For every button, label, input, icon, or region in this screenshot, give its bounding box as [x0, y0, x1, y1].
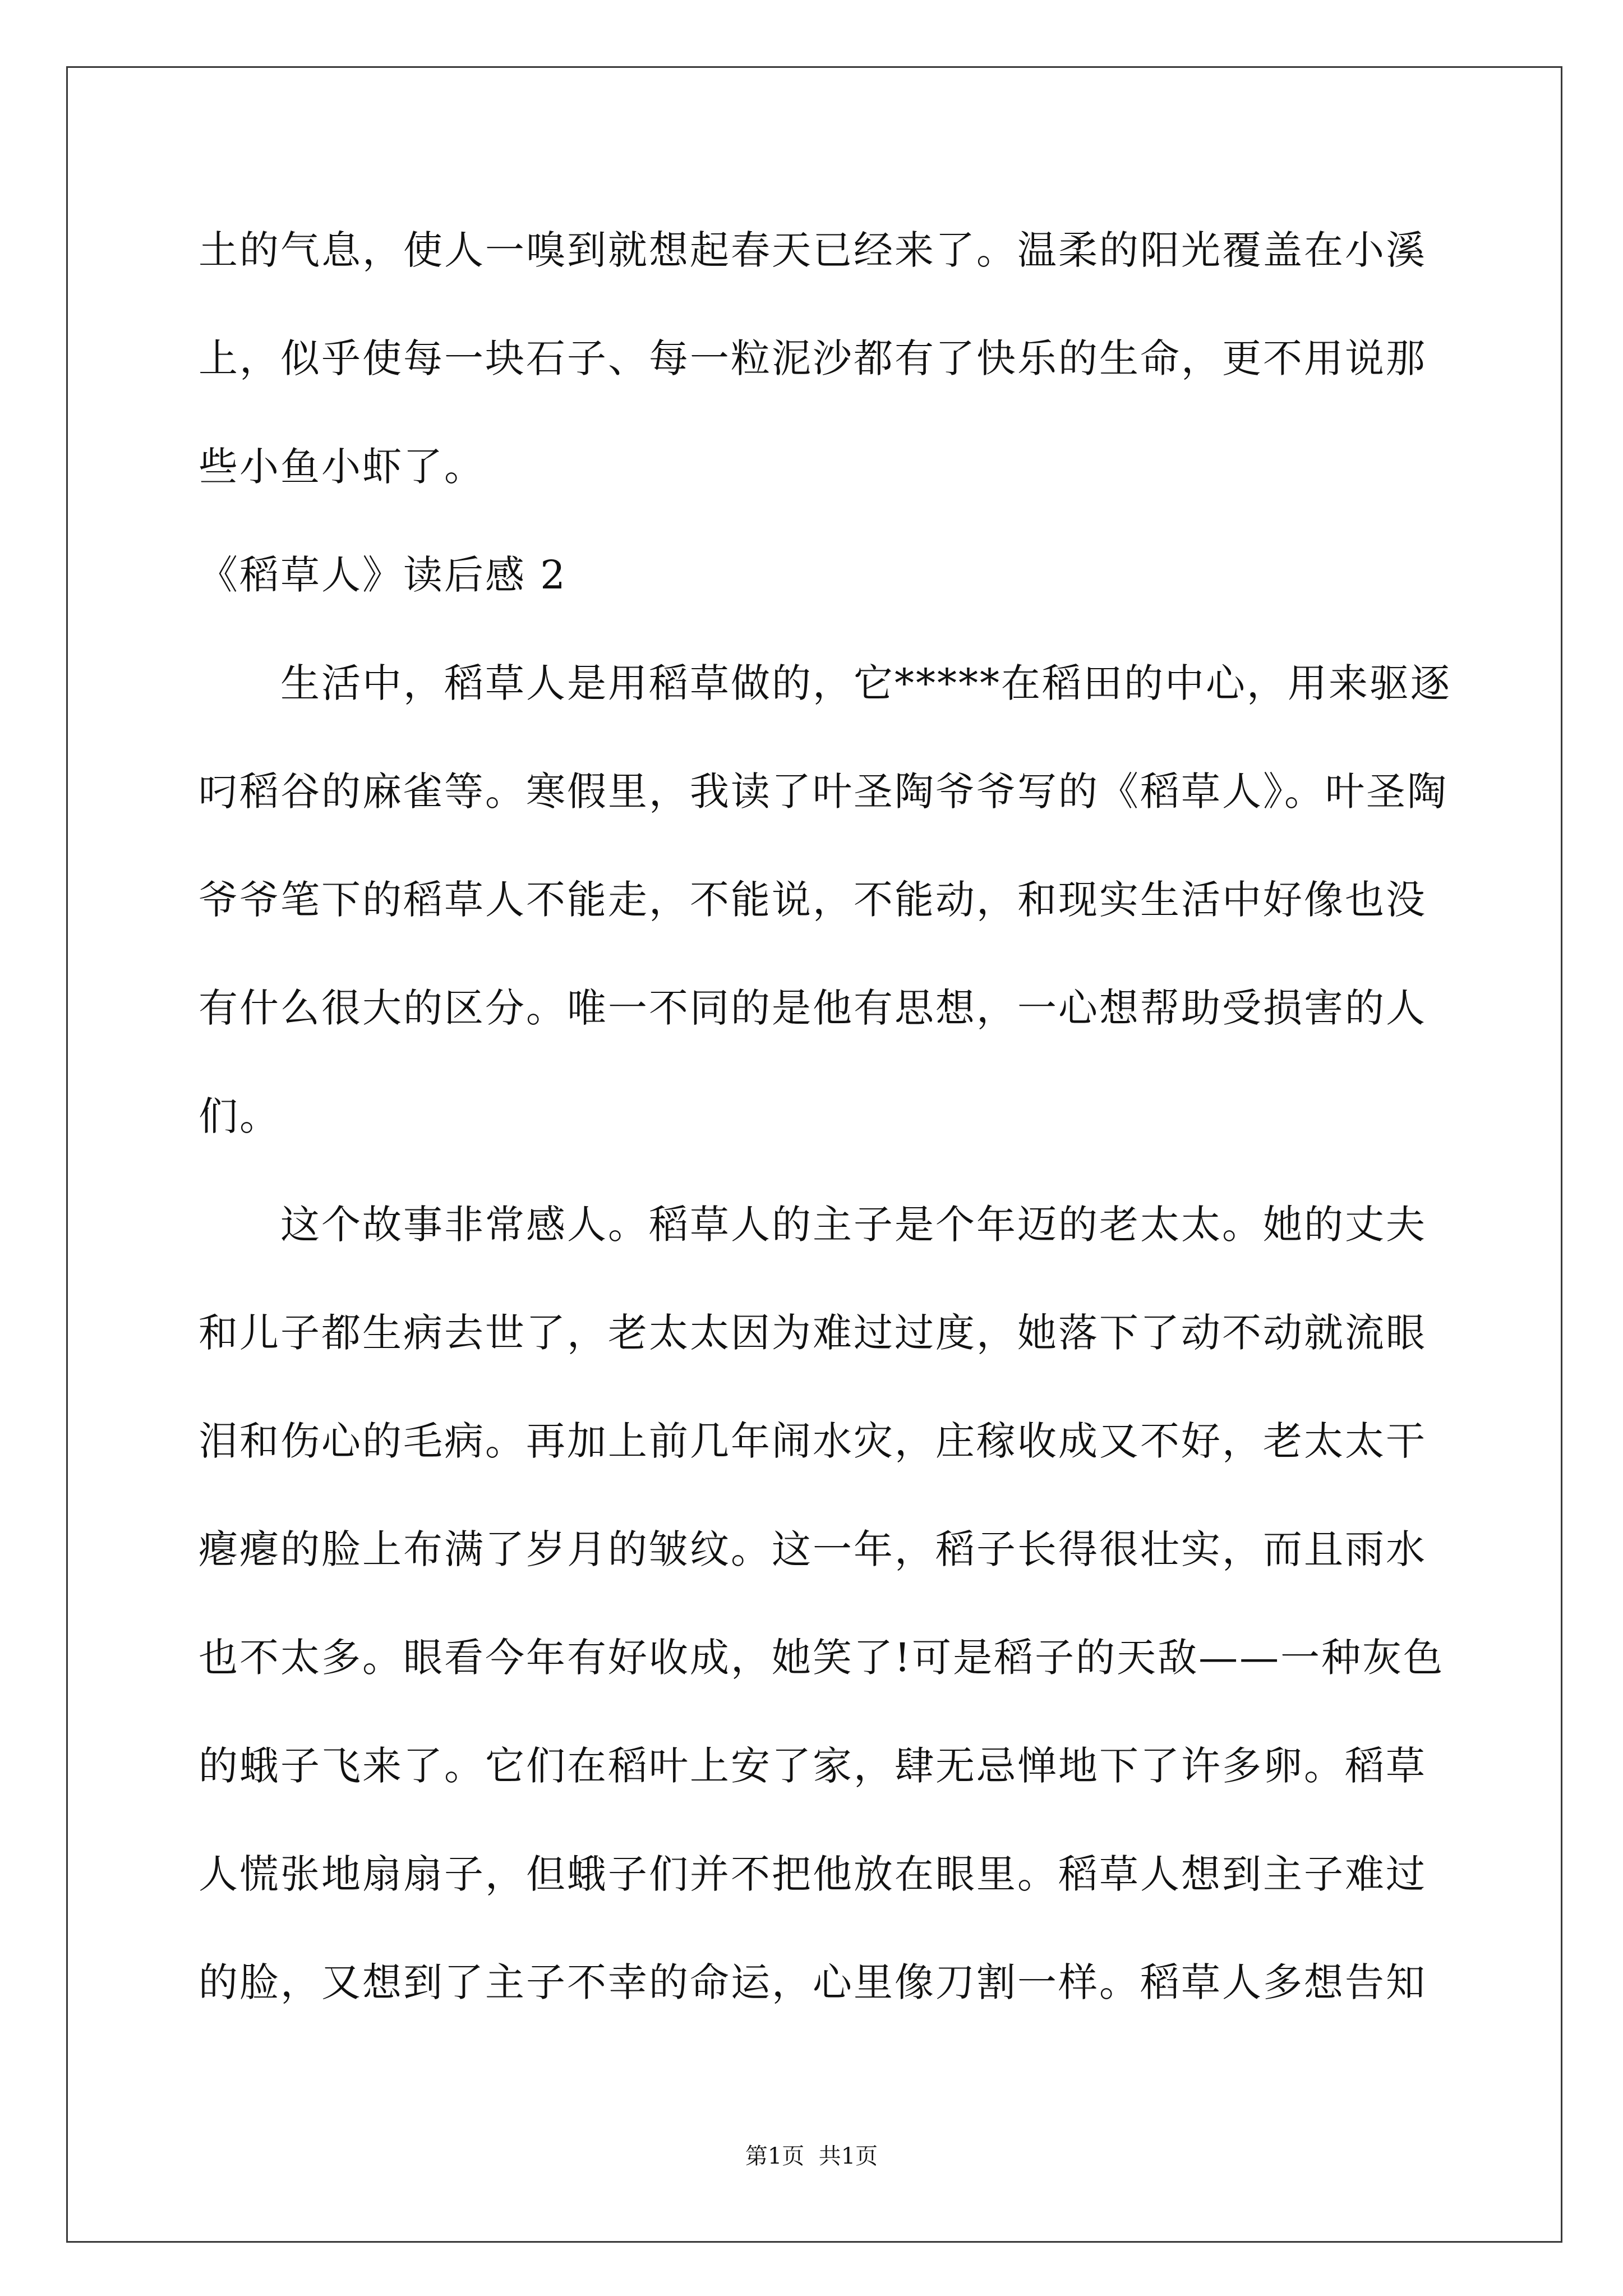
text-line: 和儿子都生病去世了，老太太因为难过过度，她落下了动不动就流眼 [199, 1310, 1427, 1356]
paragraph [199, 629, 1451, 1171]
text-line: 们。 [199, 1093, 280, 1139]
text-line: 这个故事非常感人。稻草人的主子是个年迈的老太太。她的丈夫 [280, 1202, 1427, 1248]
page-footer: 第1页 共1页 [745, 2143, 878, 2169]
continued-paragraph [199, 196, 1444, 521]
paragraph [199, 1171, 1444, 2037]
text-line: 的蛾子飞来了。它们在稻叶上安了家，肆无忌惮地下了许多卵。稻草 [199, 1743, 1427, 1789]
text-line: 叼稻谷的麻雀等。寒假里，我读了叶圣陶爷爷写的《稻草人》。叶圣陶 [199, 769, 1448, 815]
text-line: 上，似乎使每一块石子、每一粒泥沙都有了快乐的生命，更不用说那 [199, 335, 1427, 381]
section-title: 《稻草人》读后感 2 [199, 552, 567, 598]
text-line: 些小鱼小虾了。 [199, 444, 485, 490]
text-line: 泪和伤心的毛病。再加上前几年闹水灾，庄稼收成又不好，老太太干 [199, 1418, 1427, 1464]
document-body [199, 196, 1451, 2037]
text-line: 有什么很大的区分。唯一不同的是他有思想，一心想帮助受损害的人 [199, 985, 1427, 1031]
text-line: 生活中，稻草人是用稻草做的，它*****在稻田的中心，用来驱逐 [280, 660, 1451, 706]
text-line: 瘪瘪的脸上布满了岁月的皱纹。这一年，稻子长得很壮实，而且雨水 [199, 1526, 1427, 1572]
text-line: 的脸，又想到了主子不幸的命运，心里像刀割一样。稻草人多想告知 [199, 1959, 1427, 2005]
text-line: 土的气息，使人一嗅到就想起春天已经来了。温柔的阳光覆盖在小溪 [199, 227, 1427, 273]
text-line: 爷爷笔下的稻草人不能走，不能说，不能动，和现实生活中好像也没 [199, 877, 1427, 923]
text-line: 人慌张地扇扇子，但蛾子们并不把他放在眼里。稻草人想到主子难过 [199, 1851, 1427, 1897]
text-line: 也不太多。眼看今年有好收成，她笑了!可是稻子的天敌——一种灰色 [199, 1635, 1445, 1681]
